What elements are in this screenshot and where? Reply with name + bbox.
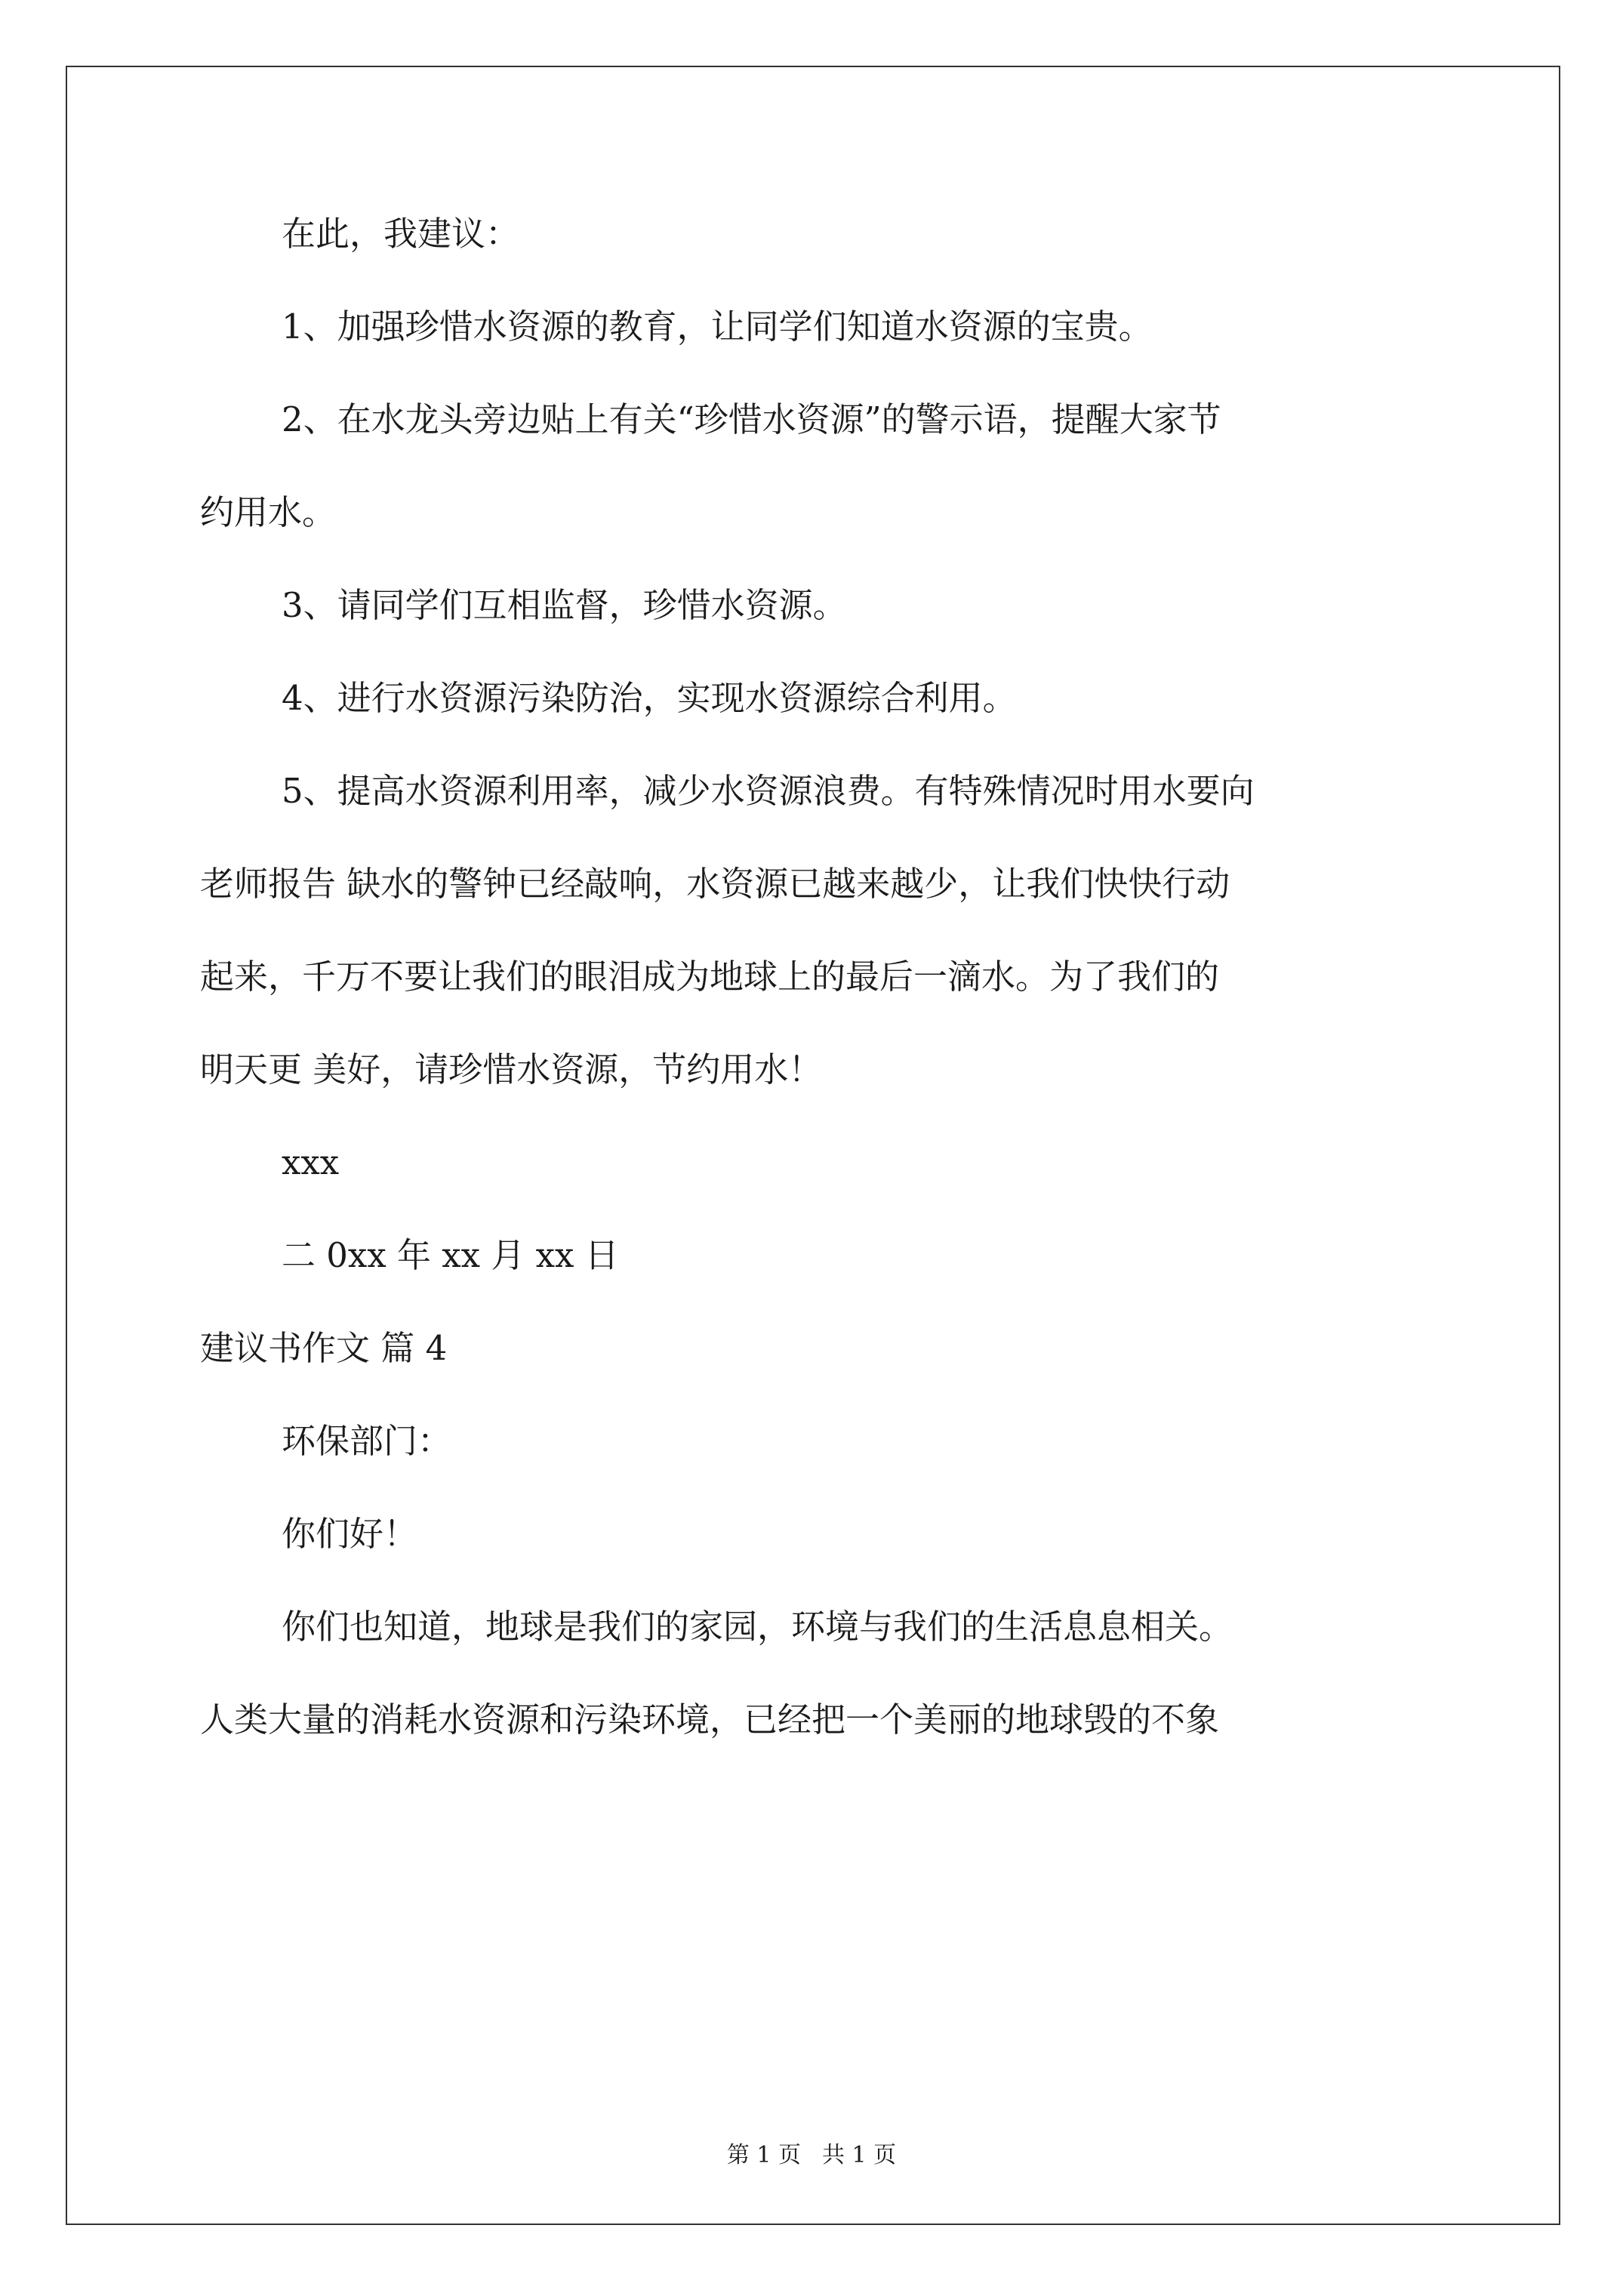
paragraph-line: 起来，千万不要让我们的眼泪成为地球上的最后一滴水。为了我们的 <box>200 957 1220 997</box>
paragraph-line: 明天更 美好，请珍惜水资源，节约用水！ <box>200 1049 823 1089</box>
signature-name: xxx <box>282 1142 340 1182</box>
greeting: 你们好！ <box>282 1514 418 1554</box>
paragraph-line: 人类大量的消耗水资源和污染环境，已经把一个美丽的地球毁的不象 <box>200 1700 1220 1740</box>
paragraph-line: 4、进行水资源污染防治，实现水资源综合利用。 <box>282 678 1017 718</box>
page-total: 共 1 页 <box>822 2142 897 2168</box>
paragraph-line: 老师报告 缺水的警钟已经敲响，水资源已越来越少，让我们快快行动 <box>200 864 1230 904</box>
paragraph-line: 3、请同学们互相监督，珍惜水资源。 <box>282 585 847 625</box>
page-number: 第 1 页 <box>726 2142 801 2168</box>
paragraph-line: 2、在水龙头旁边贴上有关“珍惜水资源”的警示语，提醒大家节 <box>282 399 1221 439</box>
paragraph-line: 在此，我建议： <box>282 214 520 254</box>
paragraph-line: 5、提高水资源利用率，减少水资源浪费。有特殊情况时用水要向 <box>282 771 1255 811</box>
section-heading: 建议书作文 篇 4 <box>200 1328 448 1368</box>
paragraph-line: 1、加强珍惜水资源的教育，让同学们知道水资源的宝贵。 <box>282 307 1153 347</box>
page-footer <box>0 2140 1623 2171</box>
salutation: 环保部门： <box>282 1421 452 1461</box>
paragraph-line: 你们也知道，地球是我们的家园，环境与我们的生活息息相关。 <box>282 1607 1233 1647</box>
paragraph-line: 约用水。 <box>200 492 337 532</box>
signature-date: 二 0xx 年 xx 月 xx 日 <box>282 1235 619 1275</box>
